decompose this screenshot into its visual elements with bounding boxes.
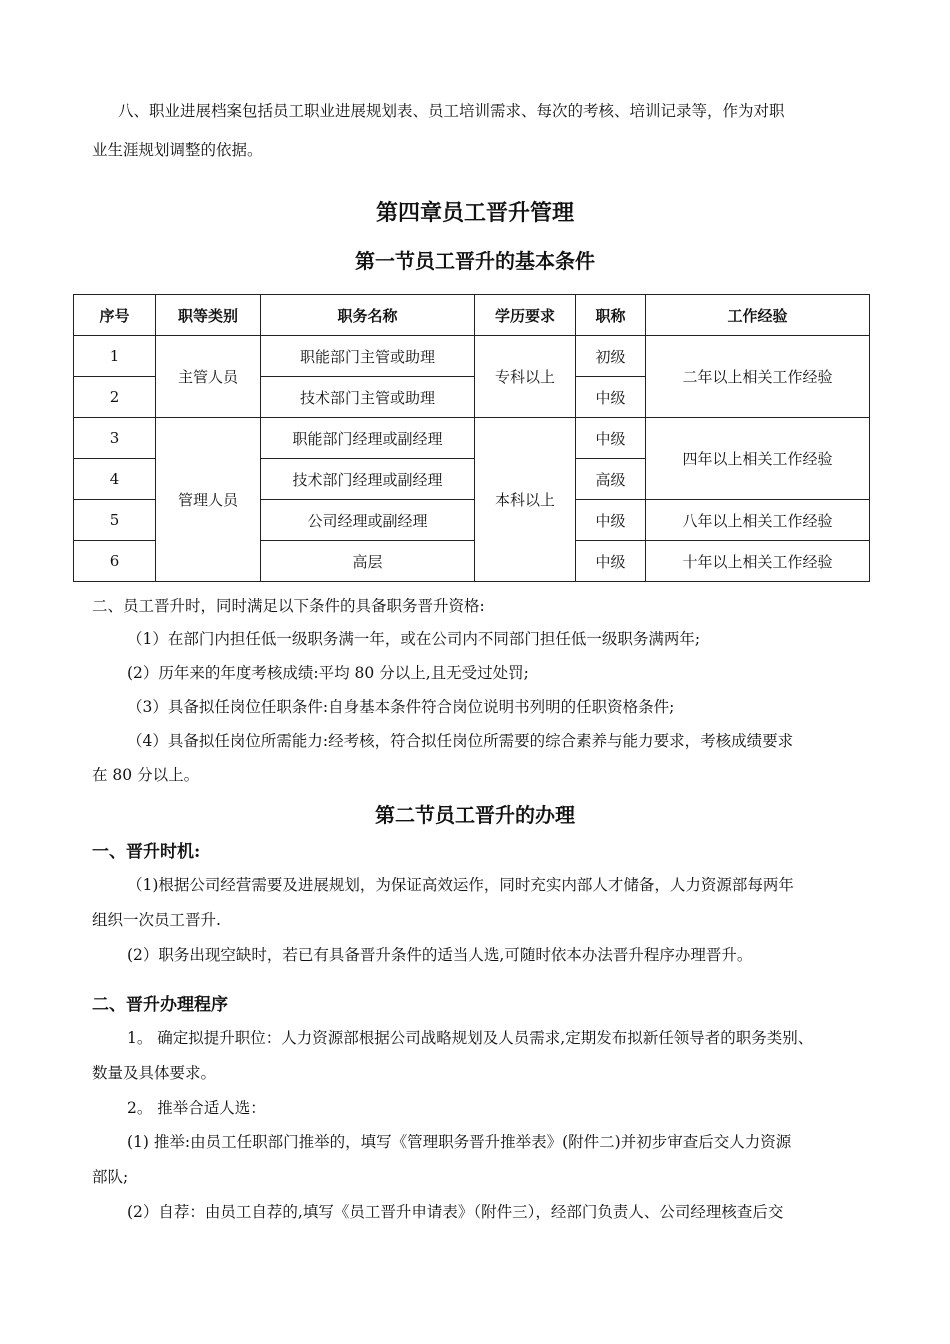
- cell-title: 高级: [576, 459, 646, 500]
- cell-category: 主管人员: [156, 336, 261, 418]
- header-education: 学历要求: [475, 295, 576, 336]
- section-1-title: 第一节员工晋升的基本条件: [355, 249, 595, 273]
- cell-position: 高层: [261, 541, 475, 582]
- cell-category: 管理人员: [156, 418, 261, 582]
- timing-heading: 一、晋升时机:: [92, 842, 201, 862]
- header-title: 职称: [576, 295, 646, 336]
- header-position: 职务名称: [261, 295, 475, 336]
- condition-item-4-line-1: （4）具备拟任岗位所需能力:经考核，符合拟任岗位所需要的综合素养与能力要求，考核成绩要求: [127, 732, 794, 750]
- header-experience: 工作经验: [646, 295, 870, 336]
- procedure-step-1-line-2: 数量及具体要求。: [92, 1064, 217, 1082]
- cell-title: 初级: [576, 336, 646, 377]
- table-row: [74, 418, 870, 459]
- cell-no: 4: [74, 459, 156, 500]
- condition-item-3: （3）具备拟任岗位任职条件:自身基本条件符合岗位说明书列明的任职资格条件;: [127, 698, 675, 716]
- procedure-step-2b-line-1: (2）自荐：由员工自荐的,填写《员工晋升申请表》（附件三），经部门负责人、公司经理核查后交: [127, 1203, 784, 1221]
- cell-experience: 二年以上相关工作经验: [646, 336, 870, 418]
- condition-item-2: (2）历年来的年度考核成绩:平均 80 分以上,且无受过处罚;: [127, 664, 529, 682]
- procedure-heading: 二、晋升办理程序: [92, 995, 228, 1015]
- table-header-row: [74, 295, 870, 336]
- intro-line-1: 八、职业进展档案包括员工职业进展规划表、员工培训需求、每次的考核、培训记录等，作为对职: [118, 102, 785, 120]
- timing-p1-line-2: 组织一次员工晋升.: [92, 911, 221, 929]
- procedure-step-2a-line-2: 部队;: [92, 1168, 129, 1186]
- cell-no: 1: [74, 336, 156, 377]
- procedure-step-2a-line-1: (1) 推举:由员工任职部门推举的，填写《管理职务晋升推举表》(附件二)并初步审查后交人力资源: [127, 1133, 792, 1151]
- cell-education: 本科以上: [475, 418, 576, 582]
- cell-title: 中级: [576, 377, 646, 418]
- cell-no: 2: [74, 377, 156, 418]
- cell-experience: 八年以上相关工作经验: [646, 500, 870, 541]
- cell-no: 5: [74, 500, 156, 541]
- cell-title: 中级: [576, 500, 646, 541]
- cell-no: 3: [74, 418, 156, 459]
- procedure-step-1-line-1: 1。 确定拟提升职位：人力资源部根据公司战略规划及人员需求,定期发布拟新任领导者的职务类别、: [127, 1029, 814, 1047]
- cell-experience: 十年以上相关工作经验: [646, 541, 870, 582]
- cell-position: 公司经理或副经理: [261, 500, 475, 541]
- cell-experience: 四年以上相关工作经验: [646, 418, 870, 500]
- cell-position: 技术部门主管或助理: [261, 377, 475, 418]
- section-2-title: 第二节员工晋升的办理: [375, 803, 575, 827]
- header-category: 职等类别: [156, 295, 261, 336]
- cell-position: 技术部门经理或副经理: [261, 459, 475, 500]
- timing-p1-line-1: （1)根据公司经营需要及进展规划，为保证高效运作，同时充实内部人才储备，人力资源部每两年: [127, 876, 794, 894]
- procedure-step-2: 2。 推举合适人选：: [127, 1099, 266, 1117]
- cell-position: 职能部门经理或副经理: [261, 418, 475, 459]
- conditions-intro: 二、员工晋升时，同时满足以下条件的具备职务晋升资格:: [92, 597, 485, 615]
- timing-p2: (2）职务出现空缺时，若已有具备晋升条件的适当人选,可随时依本办法晋升程序办理晋升。: [127, 946, 753, 964]
- condition-item-4-line-2: 在 80 分以上。: [92, 766, 200, 784]
- cell-title: 中级: [576, 541, 646, 582]
- cell-title: 中级: [576, 418, 646, 459]
- cell-position: 职能部门主管或助理: [261, 336, 475, 377]
- header-no: 序号: [74, 295, 156, 336]
- promotion-conditions-table: [73, 294, 870, 582]
- condition-item-1: （1）在部门内担任低一级职务满一年，或在公司内不同部门担任低一级职务满两年;: [127, 630, 701, 648]
- cell-no: 6: [74, 541, 156, 582]
- cell-education: 专科以上: [475, 336, 576, 418]
- chapter-title: 第四章员工晋升管理: [375, 200, 574, 226]
- intro-line-2: 业生涯规划调整的依据。: [92, 141, 263, 159]
- table-row: [74, 336, 870, 377]
